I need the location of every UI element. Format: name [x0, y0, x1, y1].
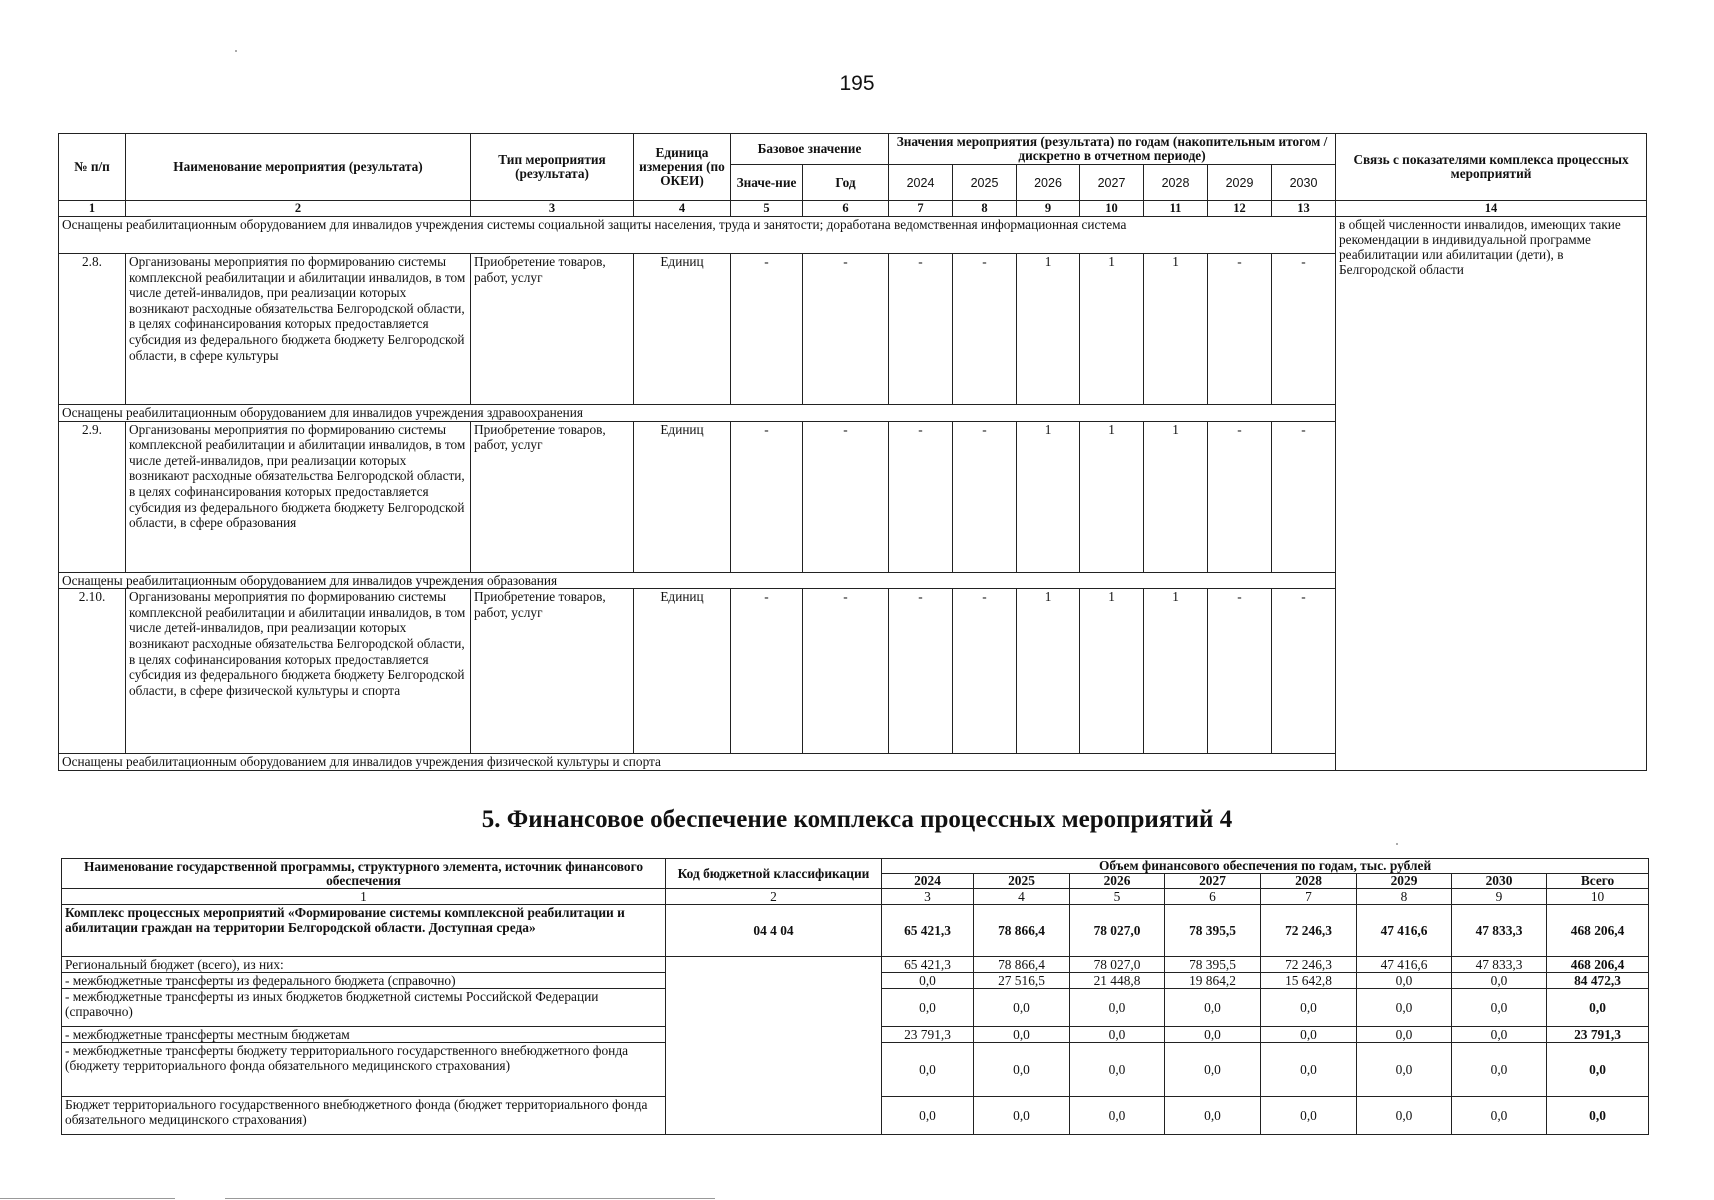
- fin-total: 468 206,4: [1547, 905, 1649, 957]
- row-note: Оснащены реабилитационным оборудованием для инвалидов учреждения здравоохранения: [59, 405, 1336, 422]
- fin-value: 0,0: [1165, 1043, 1261, 1097]
- fin-value: 27 516,5: [974, 973, 1070, 989]
- column-number: 8: [953, 201, 1017, 217]
- column-number: 14: [1336, 201, 1647, 217]
- column-number: 7: [1261, 889, 1357, 905]
- fin-header-total: Всего: [1547, 874, 1649, 889]
- fin-value: 78 027,0: [1070, 905, 1165, 957]
- column-number: 2: [126, 201, 471, 217]
- fin-value: 19 864,2: [1165, 973, 1261, 989]
- row-unit: Единиц: [634, 589, 731, 754]
- fin-row-name: - межбюджетные трансферты из федерального бюджета (справочно): [62, 973, 666, 989]
- row-value: -: [1208, 254, 1272, 405]
- header-year: 2026: [1017, 165, 1080, 201]
- activities-table: [58, 133, 1647, 771]
- fin-row-name: - межбюджетные трансферты из иных бюджетов бюджетной системы Российской Федерации (справочно): [62, 989, 666, 1027]
- fin-value: 21 448,8: [1070, 973, 1165, 989]
- column-number: 6: [1165, 889, 1261, 905]
- row-value: 1: [1017, 254, 1080, 405]
- fin-value: 0,0: [1357, 989, 1452, 1027]
- column-number: 7: [889, 201, 953, 217]
- column-number: 9: [1452, 889, 1547, 905]
- fin-value: 0,0: [1452, 989, 1547, 1027]
- fin-value: 0,0: [882, 1097, 974, 1135]
- row-value: 1: [1144, 421, 1208, 572]
- column-number: 3: [471, 201, 634, 217]
- scan-edge-line: [225, 1198, 715, 1199]
- column-number: 11: [1144, 201, 1208, 217]
- column-number: 1: [62, 889, 666, 905]
- fin-header-code: Код бюджетной классификации: [666, 859, 882, 889]
- fin-value: 0,0: [882, 973, 974, 989]
- fin-header-year: 2024: [882, 874, 974, 889]
- fin-value: 0,0: [974, 989, 1070, 1027]
- row-value: -: [953, 421, 1017, 572]
- row-value: -: [953, 254, 1017, 405]
- row-unit: Единиц: [634, 254, 731, 405]
- header-year: 2029: [1208, 165, 1272, 201]
- fin-value: 72 246,3: [1261, 905, 1357, 957]
- fin-value: 0,0: [1165, 1097, 1261, 1135]
- fin-main-name: Комплекс процессных мероприятий «Формирование системы комплексной реабилитации и абилитации граждан на территории Белгородской области. Доступная среда»: [62, 905, 666, 957]
- header-type: Тип мероприятия (результата): [471, 134, 634, 201]
- row-value: -: [889, 254, 953, 405]
- section-title: 5. Финансовое обеспечение комплекса процессных мероприятий 4: [481, 806, 1233, 833]
- scan-speck: [235, 50, 237, 52]
- row-name: Организованы мероприятия по формированию системы комплексной реабилитации и абилитации инвалидов, в том числе детей-инвалидов, при реализации которых возникают расходные обязательства Белгородской области, в целях софинансирования которых предоставляется субсидия из федерального бюджета бюджету Белгородской области, в сфере культуры: [126, 254, 471, 405]
- row-base-year: -: [803, 254, 889, 405]
- row-value: -: [1208, 421, 1272, 572]
- fin-value: 0,0: [1070, 989, 1165, 1027]
- fin-value: 0,0: [1357, 973, 1452, 989]
- header-base-year: Год: [803, 165, 889, 201]
- fin-total: 0,0: [1547, 989, 1649, 1027]
- row-value: 1: [1017, 421, 1080, 572]
- fin-value: 78 027,0: [1070, 957, 1165, 973]
- fin-value: 47 416,6: [1357, 905, 1452, 957]
- column-number: 6: [803, 201, 889, 217]
- column-number: 9: [1017, 201, 1080, 217]
- fin-value: 65 421,3: [882, 957, 974, 973]
- fin-value: 78 395,5: [1165, 905, 1261, 957]
- fin-code-empty: [666, 957, 882, 1135]
- row-value: -: [1272, 589, 1336, 754]
- fin-header-year: 2030: [1452, 874, 1547, 889]
- fin-value: 0,0: [1070, 1027, 1165, 1043]
- fin-header-volume: Объем финансового обеспечения по годам, тыс. рублей: [882, 859, 1649, 874]
- header-year: 2028: [1144, 165, 1208, 201]
- fin-value: 0,0: [1357, 1027, 1452, 1043]
- fin-value: 0,0: [1452, 1027, 1547, 1043]
- fin-value: 15 642,8: [1261, 973, 1357, 989]
- page-number: 195: [839, 72, 875, 95]
- fin-value: 0,0: [1452, 1043, 1547, 1097]
- row-value: 1: [1080, 421, 1144, 572]
- row-unit: Единиц: [634, 421, 731, 572]
- link-text: в общей численности инвалидов, имеющих такие рекомендации в индивидуальной программе реабилитации или абилитации (дети), в Белгородской области: [1336, 217, 1647, 771]
- fin-total: 468 206,4: [1547, 957, 1649, 973]
- fin-main-row: [62, 905, 1649, 957]
- column-number: 5: [731, 201, 803, 217]
- scan-edge-line: [0, 1198, 175, 1199]
- row-number: 2.8.: [59, 254, 126, 405]
- header-base: Базовое значение: [731, 134, 889, 165]
- row-note: Оснащены реабилитационным оборудованием для инвалидов учреждения образования: [59, 572, 1336, 589]
- row-value: -: [1208, 589, 1272, 754]
- fin-total: 0,0: [1547, 1043, 1649, 1097]
- fin-value: 0,0: [882, 1043, 974, 1097]
- fin-value: 78 395,5: [1165, 957, 1261, 973]
- fin-total: 23 791,3: [1547, 1027, 1649, 1043]
- fin-value: 0,0: [974, 1097, 1070, 1135]
- column-number: 4: [634, 201, 731, 217]
- row-value: 1: [1017, 589, 1080, 754]
- row-type: Приобретение товаров, работ, услуг: [471, 589, 634, 754]
- fin-value: 0,0: [1070, 1043, 1165, 1097]
- column-number: 4: [974, 889, 1070, 905]
- header-name: Наименование мероприятия (результата): [126, 134, 471, 201]
- fin-value: 0,0: [1165, 1027, 1261, 1043]
- fin-value: 47 833,3: [1452, 905, 1547, 957]
- row-value: 1: [1144, 589, 1208, 754]
- financing-table: [61, 858, 1649, 1135]
- fin-value: 0,0: [1357, 1043, 1452, 1097]
- column-number: 5: [1070, 889, 1165, 905]
- header-year: 2024: [889, 165, 953, 201]
- row-value: -: [889, 589, 953, 754]
- header-year: 2025: [953, 165, 1017, 201]
- fin-row-name: - межбюджетные трансферты бюджету территориального государственного внебюджетного фонда (бюджету территориального фонда обязательного медицинского страхования): [62, 1043, 666, 1097]
- fin-header-year: 2027: [1165, 874, 1261, 889]
- fin-row-name: - межбюджетные трансферты местным бюджетам: [62, 1027, 666, 1043]
- header-values: Значения мероприятия (результата) по годам (накопительным итогом / дискретно в отчетном периоде): [889, 134, 1336, 165]
- column-number: 13: [1272, 201, 1336, 217]
- fin-value: 0,0: [1357, 1097, 1452, 1135]
- fin-value: 23 791,3: [882, 1027, 974, 1043]
- fin-value: 0,0: [882, 989, 974, 1027]
- fin-value: 0,0: [1261, 1027, 1357, 1043]
- column-number: 10: [1547, 889, 1649, 905]
- intro-text: Оснащены реабилитационным оборудованием для инвалидов учреждения системы социальной защиты населения, труда и занятости; доработана ведомственная информационная система: [59, 217, 1336, 254]
- fin-value: 78 866,4: [974, 957, 1070, 973]
- column-number: 2: [666, 889, 882, 905]
- fin-value: 0,0: [974, 1027, 1070, 1043]
- row-base-value: -: [731, 254, 803, 405]
- row-note: Оснащены реабилитационным оборудованием для инвалидов учреждения физической культуры и спорта: [59, 754, 1336, 771]
- row-value: -: [953, 589, 1017, 754]
- fin-row-name: Региональный бюджет (всего), из них:: [62, 957, 666, 973]
- fin-value: 47 416,6: [1357, 957, 1452, 973]
- row-value: -: [1272, 254, 1336, 405]
- header-base-value: Значе-ние: [731, 165, 803, 201]
- row-value: -: [889, 421, 953, 572]
- row-number: 2.10.: [59, 589, 126, 754]
- column-number: 12: [1208, 201, 1272, 217]
- column-number: 8: [1357, 889, 1452, 905]
- fin-value: 65 421,3: [882, 905, 974, 957]
- fin-value: 72 246,3: [1261, 957, 1357, 973]
- row-base-value: -: [731, 421, 803, 572]
- header-num: № п/п: [59, 134, 126, 201]
- row-type: Приобретение товаров, работ, услуг: [471, 421, 634, 572]
- row-value: -: [1272, 421, 1336, 572]
- row-type: Приобретение товаров, работ, услуг: [471, 254, 634, 405]
- fin-total: 84 472,3: [1547, 973, 1649, 989]
- fin-value: 0,0: [1261, 1043, 1357, 1097]
- fin-value: 0,0: [1452, 1097, 1547, 1135]
- fin-value: 0,0: [1261, 989, 1357, 1027]
- row-value: 1: [1080, 589, 1144, 754]
- fin-value: 78 866,4: [974, 905, 1070, 957]
- fin-value: 0,0: [974, 1043, 1070, 1097]
- column-number: 10: [1080, 201, 1144, 217]
- fin-header-year: 2025: [974, 874, 1070, 889]
- fin-value: 47 833,3: [1452, 957, 1547, 973]
- fin-header-year: 2028: [1261, 874, 1357, 889]
- header-unit: Единица измерения (по ОКЕИ): [634, 134, 731, 201]
- column-number: 3: [882, 889, 974, 905]
- row-base-year: -: [803, 589, 889, 754]
- fin-value: 0,0: [1261, 1097, 1357, 1135]
- header-year: 2030: [1272, 165, 1336, 201]
- fin-main-code: 04 4 04: [666, 905, 882, 957]
- row-name: Организованы мероприятия по формированию системы комплексной реабилитации и абилитации инвалидов, в том числе детей-инвалидов, при реализации которых возникают расходные обязательства Белгородской области, в целях софинансирования которых предоставляется субсидия из федерального бюджета бюджету Белгородской области, в сфере образования: [126, 421, 471, 572]
- fin-row: [62, 957, 1649, 973]
- fin-value: 0,0: [1070, 1097, 1165, 1135]
- fin-header-name: Наименование государственной программы, структурного элемента, источник финансового обеспечения: [62, 859, 666, 889]
- row-value: 1: [1080, 254, 1144, 405]
- row-name: Организованы мероприятия по формированию системы комплексной реабилитации и абилитации инвалидов, в том числе детей-инвалидов, при реализации которых возникают расходные обязательства Белгородской области, в целях софинансирования которых предоставляется субсидия из федерального бюджета бюджету Белгородской области, в сфере физической культуры и спорта: [126, 589, 471, 754]
- fin-value: 0,0: [1452, 973, 1547, 989]
- row-base-year: -: [803, 421, 889, 572]
- row-number: 2.9.: [59, 421, 126, 572]
- fin-value: 0,0: [1165, 989, 1261, 1027]
- row-value: 1: [1144, 254, 1208, 405]
- fin-header-year: 2029: [1357, 874, 1452, 889]
- fin-header-year: 2026: [1070, 874, 1165, 889]
- column-number: 1: [59, 201, 126, 217]
- scan-speck: [1396, 843, 1398, 845]
- header-year: 2027: [1080, 165, 1144, 201]
- row-base-value: -: [731, 589, 803, 754]
- fin-row-name: Бюджет территориального государственного внебюджетного фонда (бюджет территориального фонда обязательного медицинского страхования): [62, 1097, 666, 1135]
- fin-total: 0,0: [1547, 1097, 1649, 1135]
- header-link: Связь с показателями комплекса процессных мероприятий: [1336, 134, 1647, 201]
